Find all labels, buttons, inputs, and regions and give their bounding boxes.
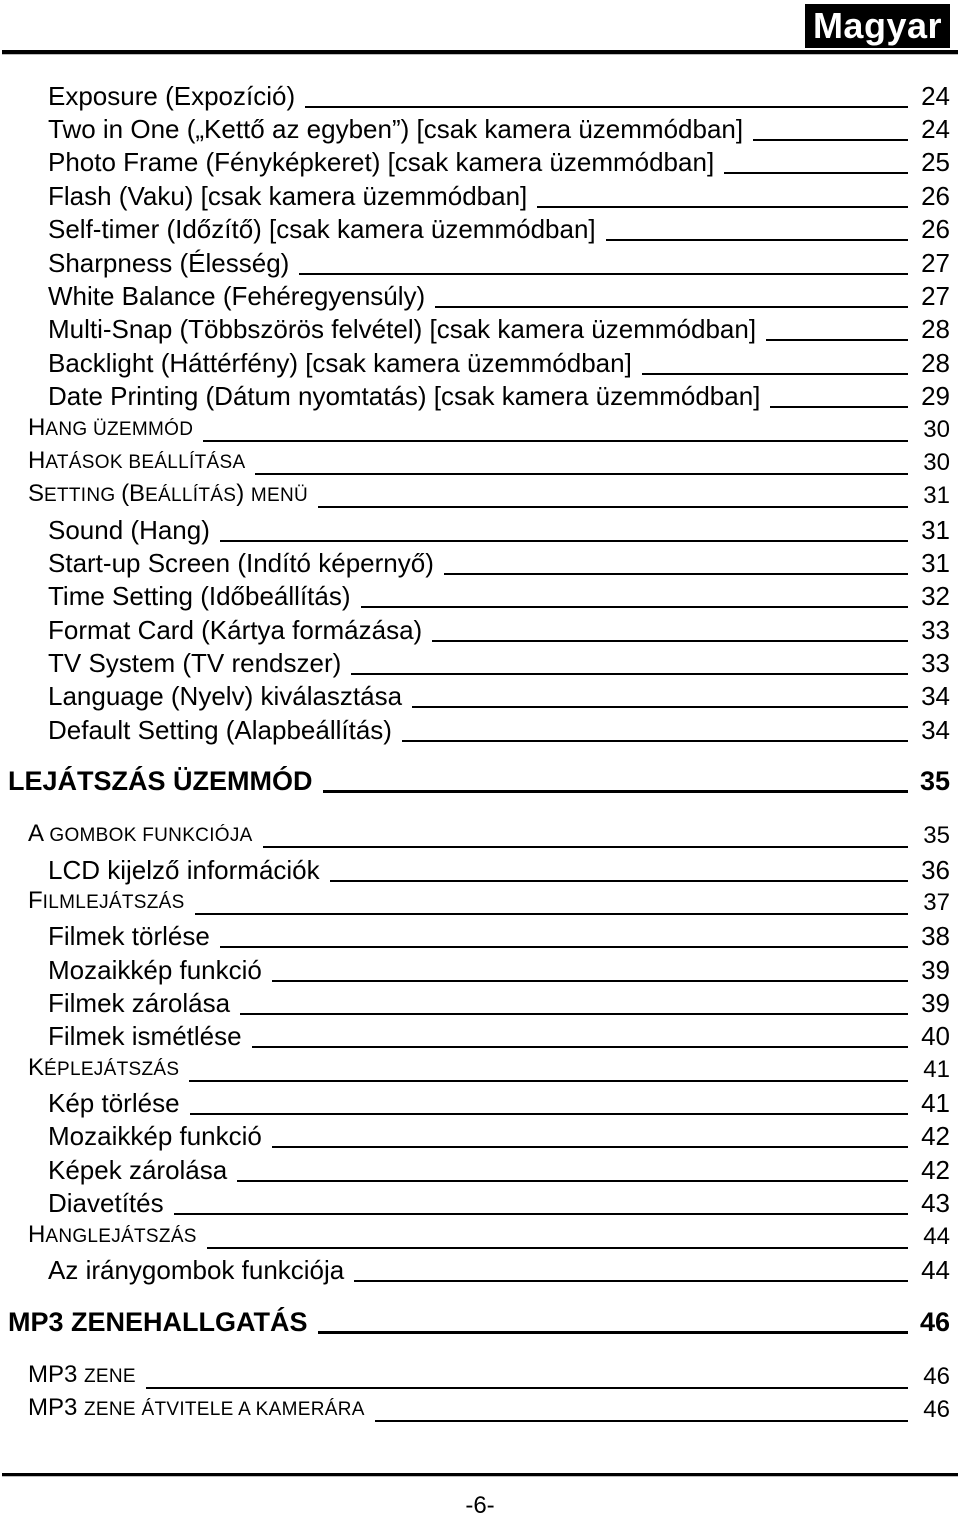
toc-title-part: MP3 bbox=[28, 1394, 85, 1421]
toc-subsection bbox=[48, 1254, 950, 1286]
toc-page-number: 46 bbox=[923, 1363, 950, 1390]
toc-title: White Balance (Fehéregyensúly) bbox=[48, 281, 426, 311]
toc-title-part: ANGLEJÁTSZÁS bbox=[45, 1226, 197, 1247]
toc-leader-line bbox=[323, 790, 908, 793]
toc-subsection bbox=[48, 514, 950, 546]
toc-page-number: 27 bbox=[921, 281, 950, 311]
toc-page-number: 24 bbox=[921, 114, 950, 144]
toc-page-number: 34 bbox=[921, 681, 950, 711]
toc-title-part: GOMBOK FUNKCIÓJA bbox=[49, 825, 253, 846]
toc-title: Two in One („Kettő az egyben”) [csak kamera üzemmódban] bbox=[48, 114, 744, 144]
toc-page-number: 26 bbox=[921, 181, 950, 211]
toc-title: Filmek törlése bbox=[48, 921, 210, 951]
toc-title bbox=[28, 412, 193, 446]
toc-leader-line bbox=[220, 540, 908, 542]
toc-title: LCD kijelző információk bbox=[48, 855, 320, 885]
toc-leader-line bbox=[220, 946, 908, 948]
toc-title bbox=[28, 445, 245, 479]
toc-page-number: 38 bbox=[921, 921, 950, 951]
toc-leader-line bbox=[724, 172, 908, 174]
toc-leader-line bbox=[402, 740, 908, 742]
toc-title bbox=[28, 1219, 197, 1253]
toc-leader-line bbox=[642, 373, 908, 375]
toc-section bbox=[28, 1221, 950, 1253]
toc-leader-line bbox=[237, 1180, 908, 1182]
toc-title-part: MP3 bbox=[28, 1361, 85, 1388]
toc-title bbox=[28, 1392, 365, 1426]
toc-title-part: ZENE ÁTVITELE A KAMERÁRA bbox=[84, 1399, 365, 1420]
toc-leader-line bbox=[766, 339, 908, 341]
toc-title-part: F bbox=[28, 887, 43, 914]
toc-title: Képek zárolása bbox=[48, 1155, 228, 1185]
toc-leader-line bbox=[146, 1387, 908, 1389]
toc-title: Filmek zárolása bbox=[48, 988, 231, 1018]
toc-subsection bbox=[48, 547, 950, 579]
toc-leader-line bbox=[330, 880, 908, 882]
toc-page-number: 39 bbox=[921, 988, 950, 1018]
toc-page-number: 33 bbox=[921, 648, 950, 678]
toc-title-part: ) bbox=[236, 480, 251, 507]
toc-page-number: 31 bbox=[923, 482, 950, 509]
toc-title: Format Card (Kártya formázása) bbox=[48, 615, 423, 645]
toc-title-part: H bbox=[28, 1221, 46, 1248]
toc-title: MP3 ZENEHALLGATÁS bbox=[8, 1307, 308, 1337]
toc-subsection bbox=[48, 80, 950, 112]
toc-subsection bbox=[48, 920, 950, 952]
toc-leader-line bbox=[606, 239, 908, 241]
toc-page-number: 31 bbox=[921, 548, 950, 578]
toc-subsection bbox=[48, 614, 950, 646]
toc-title-part: (B bbox=[121, 480, 146, 507]
toc-leader-line bbox=[255, 473, 908, 475]
toc-title: Multi-Snap (Többszörös felvétel) [csak kamera üzemmódban] bbox=[48, 314, 757, 344]
toc-leader-line bbox=[753, 139, 908, 141]
page-number: -6- bbox=[465, 1492, 495, 1519]
toc-title bbox=[28, 818, 253, 852]
toc-section bbox=[28, 1054, 950, 1086]
toc-page-number: 34 bbox=[921, 715, 950, 745]
toc-title-part: ETTING bbox=[44, 485, 122, 506]
toc-subsection bbox=[48, 113, 950, 145]
toc-leader-line bbox=[354, 1280, 908, 1282]
toc-title-part: ÉPLEJÁTSZÁS bbox=[44, 1059, 180, 1080]
toc-page-number: 30 bbox=[923, 449, 950, 476]
toc-page-number: 32 bbox=[921, 581, 950, 611]
toc-title-part: MENÜ bbox=[250, 485, 309, 506]
toc-leader-line bbox=[537, 206, 908, 208]
toc-subsection bbox=[48, 580, 950, 612]
toc-page-number: 37 bbox=[923, 889, 950, 916]
toc-section bbox=[28, 447, 950, 479]
toc-page-number: 26 bbox=[921, 214, 950, 244]
toc-title-part: K bbox=[28, 1054, 45, 1081]
toc-title: Az iránygombok funkciója bbox=[48, 1255, 345, 1285]
toc-subsection bbox=[48, 347, 950, 379]
toc-title-part: ILMLEJÁTSZÁS bbox=[42, 892, 185, 913]
toc-section bbox=[28, 414, 950, 446]
toc-leader-line bbox=[432, 640, 908, 642]
toc-title: Backlight (Háttérfény) [csak kamera üzemmódban] bbox=[48, 348, 632, 378]
toc-leader-line bbox=[203, 440, 908, 442]
toc-subsection bbox=[48, 247, 950, 279]
toc-page-number: 35 bbox=[923, 822, 950, 849]
toc-title-part: EÁLLÍTÁS bbox=[145, 485, 237, 506]
toc-title: Photo Frame (Fényképkeret) [csak kamera üzemmódban] bbox=[48, 147, 715, 177]
toc-subsection bbox=[48, 854, 950, 886]
toc-chapter bbox=[8, 764, 950, 798]
toc-leader-line bbox=[195, 913, 908, 915]
toc-page-number: 24 bbox=[921, 81, 950, 111]
toc-title: Diavetítés bbox=[48, 1188, 164, 1218]
toc-leader-line bbox=[240, 1013, 908, 1015]
toc-title-part: ZENE bbox=[84, 1366, 136, 1387]
toc-title-part: ATÁSOK BEÁLLÍTÁSA bbox=[45, 452, 246, 473]
toc-page-number: 35 bbox=[919, 766, 950, 796]
toc-leader-line bbox=[174, 1213, 908, 1215]
toc-title: Start-up Screen (Indító képernyő) bbox=[48, 548, 434, 578]
toc-chapter bbox=[8, 1305, 950, 1339]
toc-section bbox=[28, 1394, 950, 1426]
toc-section bbox=[28, 1361, 950, 1393]
toc-leader-line bbox=[435, 306, 908, 308]
toc-title: Kép törlése bbox=[48, 1088, 180, 1118]
toc-title-part: H bbox=[28, 447, 46, 474]
toc-page-number: 42 bbox=[921, 1155, 950, 1185]
toc-leader-line bbox=[252, 1046, 908, 1048]
toc-title: Mozaikkép funkció bbox=[48, 955, 262, 985]
toc-title: Mozaikkép funkció bbox=[48, 1121, 262, 1151]
toc-subsection bbox=[48, 146, 950, 178]
language-tab: Magyar bbox=[805, 4, 950, 48]
toc-page-number: 27 bbox=[921, 248, 950, 278]
toc-subsection bbox=[48, 1187, 950, 1219]
toc-subsection bbox=[48, 1154, 950, 1186]
toc-title: Sound (Hang) bbox=[48, 515, 210, 545]
toc-leader-line bbox=[375, 1420, 908, 1422]
toc-subsection bbox=[48, 313, 950, 345]
toc-page-number: 46 bbox=[919, 1307, 950, 1337]
toc-leader-line bbox=[305, 106, 908, 108]
toc-section bbox=[28, 820, 950, 852]
toc-title-part: A bbox=[28, 820, 50, 847]
toc-subsection bbox=[48, 380, 950, 412]
toc-leader-line bbox=[190, 1113, 908, 1115]
toc-page-number: 44 bbox=[921, 1255, 950, 1285]
toc-leader-line bbox=[318, 1331, 908, 1334]
toc-page-number: 30 bbox=[923, 416, 950, 443]
toc-page-number: 31 bbox=[921, 515, 950, 545]
footer-rule bbox=[2, 1473, 958, 1476]
toc-title bbox=[28, 885, 185, 919]
toc-title: Date Printing (Dátum nyomtatás) [csak kamera üzemmódban] bbox=[48, 381, 761, 411]
toc-leader-line bbox=[272, 980, 908, 982]
toc-leader-line bbox=[444, 573, 908, 575]
toc-subsection bbox=[48, 987, 950, 1019]
toc-title-part: H bbox=[28, 414, 46, 441]
toc-title-part: S bbox=[28, 480, 45, 507]
toc-page-number: 33 bbox=[921, 615, 950, 645]
header-rule bbox=[2, 50, 958, 54]
toc-page-number: 44 bbox=[923, 1223, 950, 1250]
toc-leader-line bbox=[272, 1146, 908, 1148]
toc-page-number: 43 bbox=[921, 1188, 950, 1218]
toc-page-number: 42 bbox=[921, 1121, 950, 1151]
toc-title: Self-timer (Időzítő) [csak kamera üzemmódban] bbox=[48, 214, 596, 244]
toc-section bbox=[28, 887, 950, 919]
toc-page-number: 29 bbox=[921, 381, 950, 411]
toc-leader-line bbox=[361, 606, 908, 608]
toc-title: Time Setting (Időbeállítás) bbox=[48, 581, 351, 611]
toc-subsection bbox=[48, 1120, 950, 1152]
toc-leader-line bbox=[189, 1080, 908, 1082]
toc-page-number: 36 bbox=[921, 855, 950, 885]
toc-title: TV System (TV rendszer) bbox=[48, 648, 342, 678]
toc-title: Default Setting (Alapbeállítás) bbox=[48, 715, 392, 745]
toc-title: Language (Nyelv) kiválasztása bbox=[48, 681, 403, 711]
toc-title: Exposure (Expozíció) bbox=[48, 81, 296, 111]
toc-subsection bbox=[48, 213, 950, 245]
toc-leader-line bbox=[351, 673, 908, 675]
toc-subsection bbox=[48, 1020, 950, 1052]
toc-section bbox=[28, 480, 950, 512]
toc-subsection bbox=[48, 714, 950, 746]
toc-subsection bbox=[48, 1087, 950, 1119]
toc-subsection bbox=[48, 180, 950, 212]
toc-leader-line bbox=[207, 1247, 908, 1249]
toc-page-number: 25 bbox=[921, 147, 950, 177]
toc-title: Filmek ismétlése bbox=[48, 1021, 242, 1051]
toc-leader-line bbox=[412, 706, 908, 708]
toc-leader-line bbox=[318, 506, 908, 508]
toc-page-number: 28 bbox=[921, 314, 950, 344]
toc-title-part: ANG ÜZEMMÓD bbox=[45, 419, 194, 440]
toc-page-number: 41 bbox=[921, 1088, 950, 1118]
toc-page-number: 39 bbox=[921, 955, 950, 985]
toc-title: LEJÁTSZÁS ÜZEMMÓD bbox=[8, 766, 313, 796]
toc-page-number: 46 bbox=[923, 1396, 950, 1423]
toc-page-number: 28 bbox=[921, 348, 950, 378]
toc-page-number: 40 bbox=[921, 1021, 950, 1051]
toc-subsection bbox=[48, 280, 950, 312]
toc-title bbox=[28, 478, 308, 512]
toc-title: Sharpness (Élesség) bbox=[48, 248, 290, 278]
toc-page-number: 41 bbox=[923, 1056, 950, 1083]
toc-leader-line bbox=[299, 273, 908, 275]
toc-subsection bbox=[48, 954, 950, 986]
toc-subsection bbox=[48, 680, 950, 712]
toc-title bbox=[28, 1052, 179, 1086]
toc-title: Flash (Vaku) [csak kamera üzemmódban] bbox=[48, 181, 528, 211]
toc-title bbox=[28, 1359, 136, 1393]
toc-leader-line bbox=[770, 406, 908, 408]
toc-subsection bbox=[48, 647, 950, 679]
toc-leader-line bbox=[263, 846, 908, 848]
